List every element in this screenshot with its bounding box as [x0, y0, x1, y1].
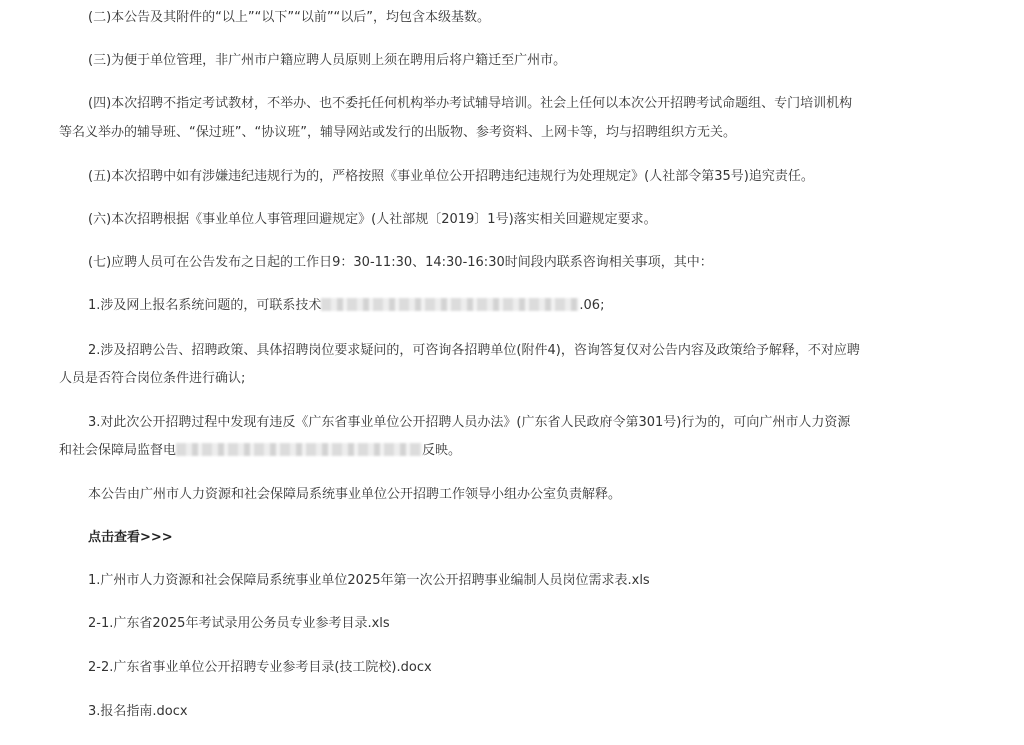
paragraph-4-line-2: 等名义举办的辅导班、“保过班”、“协议班”，辅导网站或发行的出版物、参考资料、上网卡等，均与招聘组织方无关。 [59, 125, 736, 140]
attachment-link[interactable]: 2-1.广东省2025年考试录用公务员专业参考目录.xls [88, 616, 390, 631]
contact-item-3-line-2 [59, 436, 461, 465]
contact-item-3-suffix: 反映。 [422, 443, 462, 458]
paragraph-6: (六)本次招聘根据《事业单位人事管理回避规定》(人社部规〔2019〕1号)落实相关回避规定要求。 [88, 212, 657, 227]
contact-item-3-line-1: 3.对此次公开招聘过程中发现有违反《广东省事业单位公开招聘人员办法》(广东省人民政府令第301号)行为的，可向广州市人力资源 [88, 415, 851, 430]
contact-item-1 [88, 291, 604, 320]
attachment-link[interactable]: 3.报名指南.docx [88, 704, 188, 719]
paragraph-2: (二)本公告及其附件的“以上”“以下”“以前”“以后”，均包含本级基数。 [88, 10, 491, 25]
contact-item-1-text: 1.涉及网上报名系统问题的，可联系技术 [88, 298, 322, 313]
paragraph-7: (七)应聘人员可在公告发布之日起的工作日9：30-11:30、14:30-16:30时间段内联系咨询相关事项，其中： [88, 255, 713, 270]
contact-item-2-line-1: 2.涉及招聘公告、招聘政策、具体招聘岗位要求疑问的，可咨询各招聘单位(附件4)，咨询答复仅对公告内容及政策给予解释，不对应聘 [88, 343, 860, 358]
contact-item-3-text: 和社会保障局监督电 [59, 443, 177, 458]
redacted-phone-block [176, 443, 422, 456]
contact-item-1-suffix: .06; [579, 298, 605, 313]
closing-statement: 本公告由广州市人力资源和社会保障局系统事业单位公开招聘工作领导小组办公室负责解释。 [88, 487, 622, 502]
attachment-link[interactable]: 1.广州市人力资源和社会保障局系统事业单位2025年第一次公开招聘事业编制人员岗位需求表.xls [88, 573, 650, 588]
contact-item-2-line-2: 人员是否符合岗位条件进行确认; [59, 371, 246, 386]
attachment-link[interactable]: 2-2.广东省事业单位公开招聘专业参考目录(技工院校).docx [88, 660, 432, 675]
paragraph-4-line-1: (四)本次招聘不指定考试教材，不举办、也不委托任何机构举办考试辅导培训。社会上任何以本次公开招聘考试命题组、专门培训机构 [88, 96, 853, 111]
redacted-phone-block [321, 298, 579, 311]
paragraph-3: (三)为便于单位管理，非广州市户籍应聘人员原则上须在聘用后将户籍迁至广州市。 [88, 53, 567, 68]
click-to-view-heading: 点击查看>>> [88, 530, 173, 545]
paragraph-5: (五)本次招聘中如有涉嫌违纪违规行为的，严格按照《事业单位公开招聘违纪违规行为处理规定》(人社部令第35号)追究责任。 [88, 169, 814, 184]
